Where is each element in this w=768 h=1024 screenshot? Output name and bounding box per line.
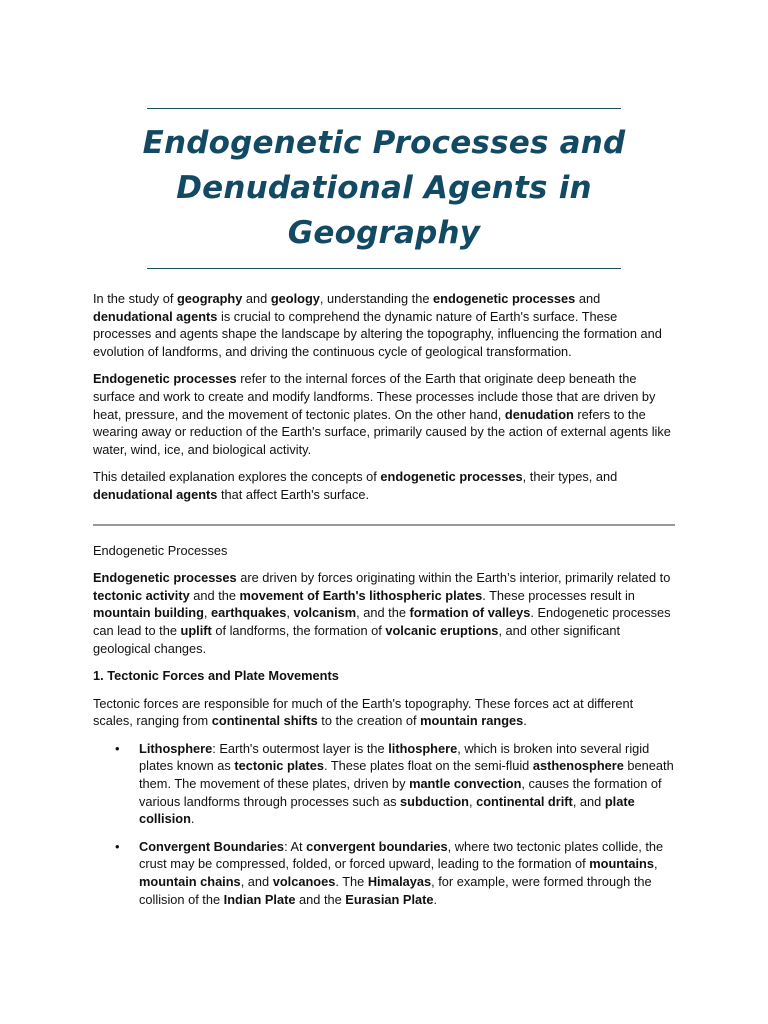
bullet-dot: • (115, 740, 120, 756)
bold-term: uplift (180, 622, 212, 638)
bold-term: Convergent Boundaries (139, 838, 285, 854)
text-span: . (190, 811, 195, 827)
text-span: , (653, 856, 658, 872)
text-span: to the creation of (317, 713, 421, 729)
bold-term: lithosphere (388, 740, 458, 756)
text-span: , where two tectonic plates collide, the crust may be compressed, folded, or forced upward, leading to the formation of (139, 838, 664, 872)
bold-term: mountain chains (139, 874, 241, 890)
bold-term: subduction (400, 793, 469, 809)
bullet-dot: • (115, 838, 120, 854)
bold-term: formation of valleys (409, 605, 531, 621)
intro-paragraph-1 (93, 290, 675, 360)
bold-term: denudational agents (93, 486, 218, 502)
list-item-lithosphere (93, 740, 675, 828)
bold-term: tectonic plates (234, 758, 324, 774)
bold-term: volcanism (293, 605, 357, 621)
bold-term: Lithosphere (139, 740, 213, 756)
text-span: and the (189, 587, 240, 603)
text-span: This detailed explanation explores the concepts of (93, 469, 381, 485)
bold-term: mountain building (93, 605, 204, 621)
text-span: and the (295, 891, 346, 907)
bold-term: continental shifts (211, 713, 318, 729)
text-span: , and the (356, 605, 410, 621)
bold-term: Eurasian Plate (345, 891, 434, 907)
text-span: Tectonic forces are responsible for much of the Earth's topography. These forces act at different scales, ranging from (93, 695, 634, 729)
bold-term: tectonic activity (93, 587, 190, 603)
text-span: refers to the wearing away or reduction of the Earth's surface, primarily caused by the action of external agents like water, wind, ice, and biological activity. (93, 406, 671, 457)
text-span: , causes the formation of various landforms through processes such as (139, 776, 662, 809)
section-divider (93, 524, 675, 526)
text-span: , understanding the (319, 291, 434, 306)
text-span: , which is broken into several rigid plates known as (139, 740, 650, 774)
text-span: In the study of (93, 291, 177, 306)
text-span: that affect Earth's surface. (217, 486, 370, 502)
bold-term: plate collision (139, 793, 635, 827)
bold-term: convergent boundaries (306, 838, 448, 854)
text-span: . These processes result in (482, 587, 635, 603)
text-span: and (242, 291, 271, 306)
bold-term: Himalayas (367, 874, 432, 890)
bullet-list (93, 740, 675, 908)
text-span: : Earth's outermost layer is the (212, 740, 389, 756)
bold-term: mantle convection (409, 776, 522, 792)
bold-term: geography (176, 291, 243, 306)
text-span: . The (335, 874, 368, 890)
bold-term: Endogenetic processes (93, 570, 237, 586)
text-span: . These plates float on the semi-fluid (323, 758, 533, 774)
bold-term: endogenetic processes (433, 291, 576, 306)
bold-term: Endogenetic processes (93, 371, 237, 387)
text-span: and (575, 291, 601, 306)
text-span: , (286, 605, 294, 621)
bold-term: denudation (504, 406, 574, 422)
title-bottom-rule (147, 268, 621, 269)
text-span: , and (572, 793, 605, 809)
bold-term: continental drift (476, 793, 573, 809)
text-span: . (433, 891, 438, 907)
bold-term: mountains (589, 856, 654, 872)
bold-term: Indian Plate (223, 891, 296, 907)
text-span: , (469, 793, 477, 809)
text-span: . Endogenetic processes can lead to the (93, 605, 671, 638)
bold-term: volcanoes (272, 874, 336, 890)
document-title: Endogenetic Processes and Denudational Agents in Geography (142, 125, 626, 251)
section-paragraph-2 (93, 695, 675, 730)
bold-term: denudational agents (93, 308, 218, 324)
text-span: , and (240, 874, 273, 890)
text-span: is crucial to comprehend the dynamic nature of Earth's surface. These processes and agents shape the landscape by altering the topography, influencing the formation and evolution of landforms, and driving the continuous cycle of geological transformation. (93, 308, 662, 359)
text-span: , for example, were formed through the collision of the (139, 874, 652, 907)
intro-paragraph-3 (93, 468, 675, 503)
bold-term: earthquakes (211, 605, 287, 621)
text-span: . (523, 713, 527, 729)
bold-term: endogenetic processes (380, 469, 523, 485)
bold-term: asthenosphere (532, 758, 624, 774)
list-item-convergent-boundaries (93, 838, 675, 908)
text-span: , (203, 605, 212, 621)
text-span: : At (284, 838, 307, 854)
section-heading: Endogenetic Processes (93, 542, 228, 558)
text-span: refer to the internal forces of the Earth that originate deep beneath the surface and work to create and modify landforms. These processes include those that are driven by heat, pressure, and the movement of tectonic plates. On the other hand, (93, 371, 656, 422)
text-span: of landforms, the formation of (211, 622, 386, 638)
bold-term: volcanic eruptions (385, 622, 499, 638)
document-body (93, 290, 675, 918)
intro-paragraph-2 (93, 370, 675, 458)
section-paragraph-1 (93, 569, 675, 657)
bold-term: movement of Earth's lithospheric plates (239, 587, 483, 603)
text-span: beneath them. The movement of these plates, driven by (139, 758, 674, 792)
bold-term: mountain ranges (420, 713, 524, 729)
text-span: are driven by forces originating within the Earth’s interior, primarily related to (236, 570, 671, 586)
bold-term: geology (270, 291, 320, 306)
sub-heading: 1. Tectonic Forces and Plate Movements (93, 668, 339, 684)
title-top-rule (147, 108, 621, 109)
text-span: , and other significant geological changes. (93, 622, 621, 656)
text-span: , their types, and (522, 469, 618, 485)
